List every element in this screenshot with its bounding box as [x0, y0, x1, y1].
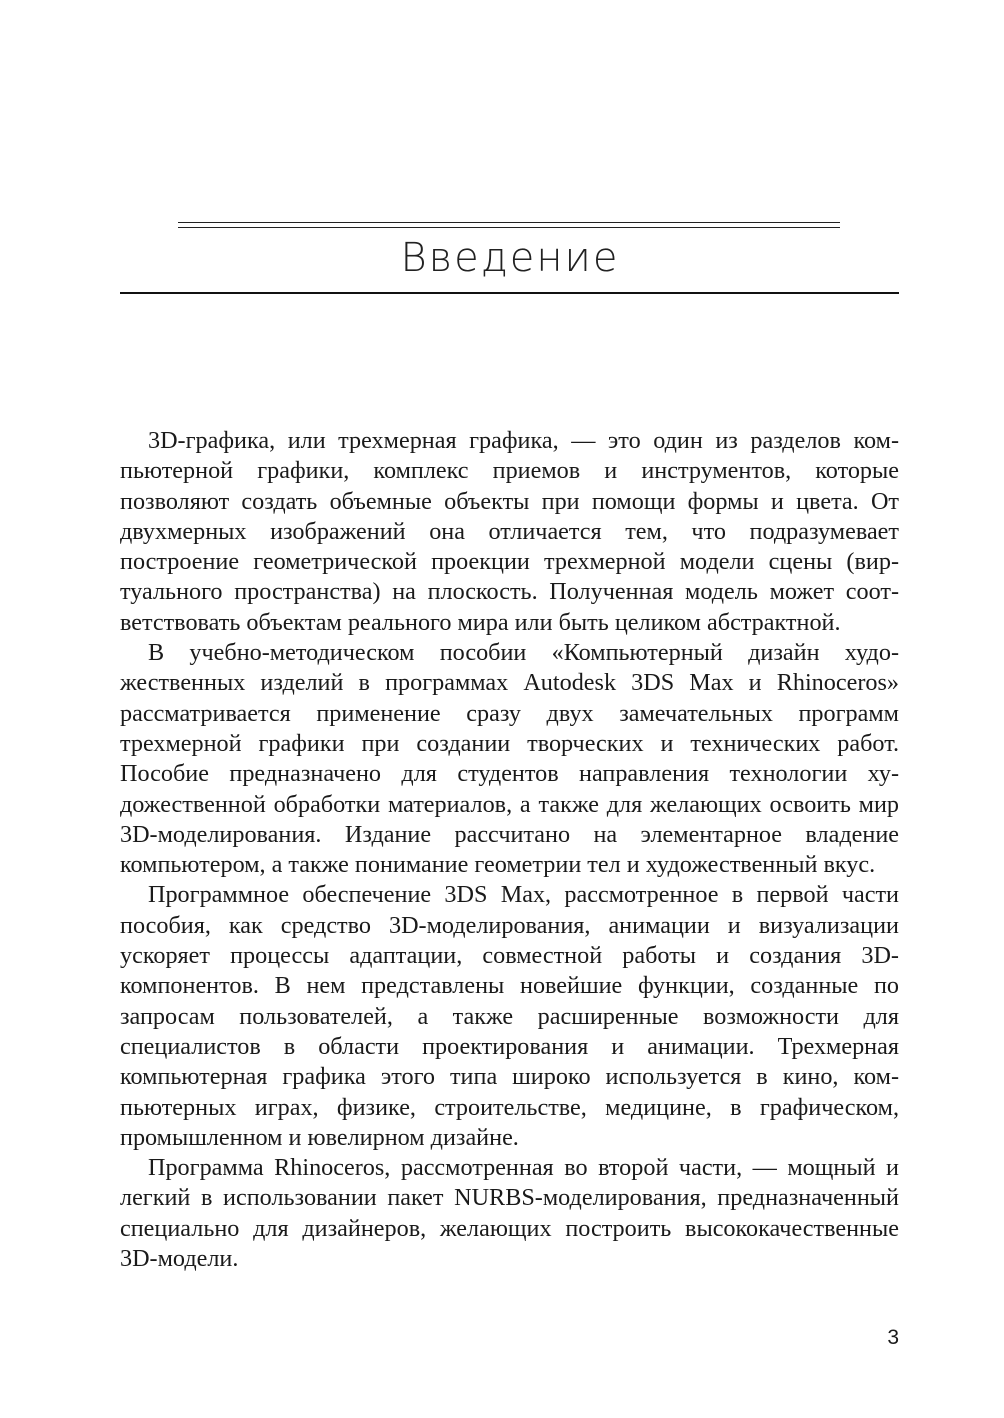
chapter-title-underline: [120, 292, 899, 294]
chapter-title: Введение: [400, 235, 620, 281]
paragraph-3: Программное обеспечение 3DS Max, рассмотренное в первой части пособия, как средство 3D-моделирования, анимации и визуализации ускоряет процессы адаптации, совместной работы и создания 3D-компонентов. В нем представлены новейшие функции, созданные по запросам пользователей, а также расширенные возможности для специалистов в области проектирования и анимации. Трехмерная компьютерная графика этого типа широко используется в кино, компьютерных играх, физике, строительстве, медицине, в графическом, промышленном и ювелирном дизайне.: [120, 881, 899, 1151]
paragraph-1: 3D-графика, или трехмерная графика, — это один из разделов компьютерной графики, комплекс приемов и инструментов, которые позволяют создать объемные объекты при помощи формы и цвета. От двухмерных изображений она отличается тем, что подразумевает построение геометрической проекции трехмерной модели сцены (виртуального пространства) на плоскость. Полученная модель может соответствовать объектам реального мира или быть целиком абстрактной.: [120, 427, 899, 636]
body-text: [120, 426, 899, 1274]
paragraph-4: Программа Rhinoceros, рассмотренная во второй части, — мощный и легкий в использовании пакет NURBS-моделирования, предназначенный специально для дизайнеров, желающих построить высококачественные 3D-модели.: [120, 1154, 899, 1273]
paragraph-2: В учебно-методическом пособии «Компьютерный дизайн художественных изделий в программах Autodesk 3DS Max и Rhinoceros» рассматривается применение сразу двух замечательных программ трехмерной графики при создании творческих и технических работ. Пособие предназначено для студентов направления технологии художественной обработки материалов, а также для желающих освоить мир 3D-моделирования. Издание рассчитано на элементарное владение компьютером, а также понимание геометрии тел и художественный вкус.: [120, 639, 899, 879]
header-double-rule-top: [178, 222, 840, 223]
page-number: 3: [887, 1326, 899, 1349]
